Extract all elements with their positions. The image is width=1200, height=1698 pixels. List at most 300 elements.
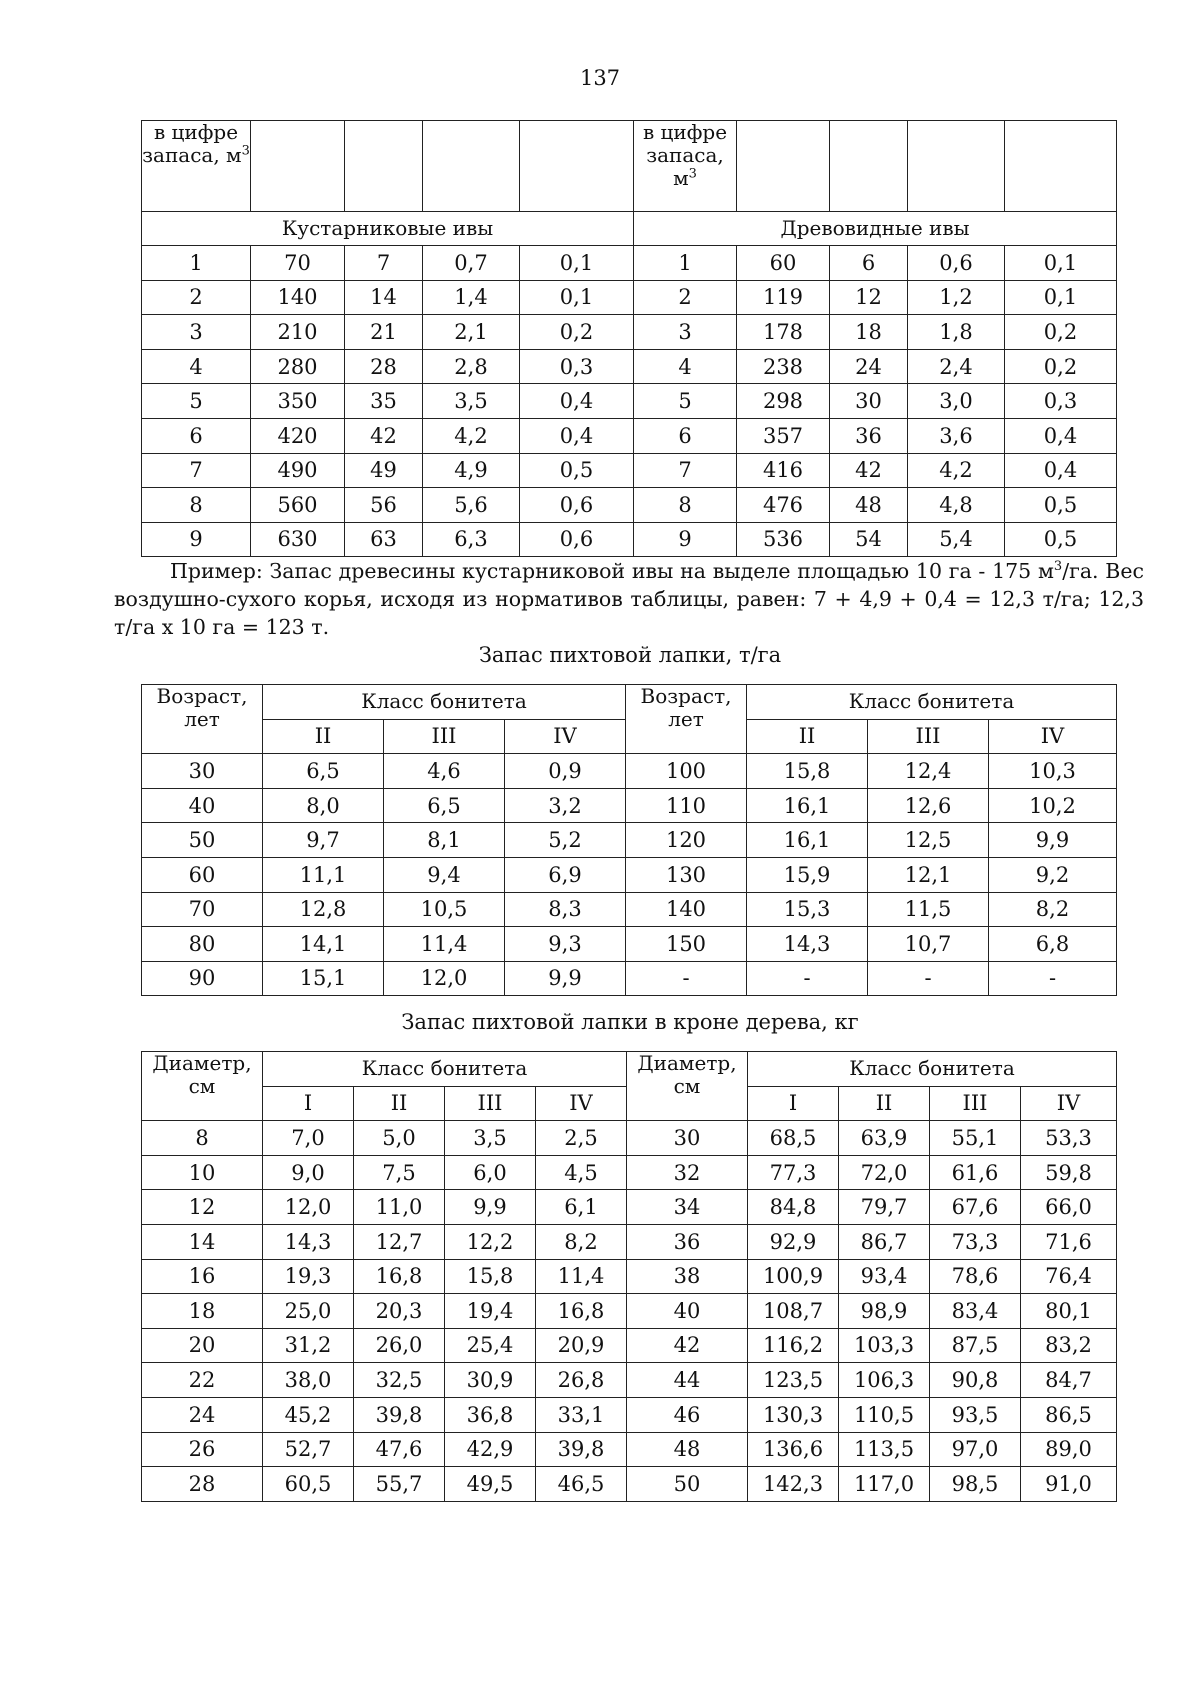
table-cell: 15,3 [747, 892, 868, 927]
table-row [142, 1155, 1117, 1190]
table-cell: 12,5 [868, 823, 989, 858]
table-cell: 2,1 [423, 315, 520, 350]
table-cell: 73,3 [930, 1224, 1021, 1259]
table-cell: 48 [830, 488, 908, 523]
table-cell: 9,3 [505, 927, 626, 962]
table-cell: 10,7 [868, 927, 989, 962]
table-cell: 87,5 [930, 1328, 1021, 1363]
table-cell: 142,3 [748, 1467, 839, 1502]
table-cell: 4,6 [384, 754, 505, 789]
table-cell: 8,3 [505, 892, 626, 927]
table-row [142, 315, 1117, 350]
table-cell: 12 [830, 280, 908, 315]
table-cell: 93,4 [839, 1259, 930, 1294]
table-cell: 50 [142, 823, 263, 858]
class-label: IV [1021, 1086, 1117, 1121]
table-row [142, 1467, 1117, 1502]
diameter-header-right: Диаметр, см [627, 1052, 748, 1121]
table-cell: 11,5 [868, 892, 989, 927]
table-cell: 39,8 [536, 1432, 627, 1467]
table-cell: 36 [627, 1224, 748, 1259]
willow-bark-table [141, 120, 1117, 557]
table-cell: 18 [830, 315, 908, 350]
table-cell: 150 [626, 927, 747, 962]
table-cell: 0,5 [1005, 522, 1117, 557]
table-cell: 46 [627, 1397, 748, 1432]
table-cell: 91,0 [1021, 1467, 1117, 1502]
table-cell: 32,5 [354, 1363, 445, 1398]
class-label: I [263, 1086, 354, 1121]
table-cell: 32 [627, 1155, 748, 1190]
table-cell: 12 [142, 1190, 263, 1225]
table-row [142, 384, 1117, 419]
table-cell: 16,1 [747, 823, 868, 858]
table-cell: 15,8 [747, 754, 868, 789]
table-cell: 42 [345, 418, 423, 453]
table-cell: 89,0 [1021, 1432, 1117, 1467]
table-cell: 4,9 [423, 453, 520, 488]
table-cell: 90 [142, 961, 263, 996]
table-cell: 9,0 [263, 1155, 354, 1190]
table-cell: 630 [251, 522, 345, 557]
class-label: II [747, 719, 868, 754]
table-cell: 60,5 [263, 1467, 354, 1502]
table-cell: 60 [142, 857, 263, 892]
table-cell: 34 [627, 1190, 748, 1225]
class-label: IV [536, 1086, 627, 1121]
table-cell: 9,9 [505, 961, 626, 996]
table-cell: 1,8 [908, 315, 1005, 350]
class-header-right: Класс бонитета [747, 685, 1117, 720]
table-cell: 66,0 [1021, 1190, 1117, 1225]
table-cell: 36 [830, 418, 908, 453]
table-cell: 16 [142, 1259, 263, 1294]
table-cell: 10,2 [989, 788, 1117, 823]
example-paragraph: Пример: Запас древесины кустарниковой ивы на выделе площадью 10 га - 175 $м^3/га$. Вес воздушно-сухого корья, исходя из нормативов таблицы, равен: 7 + 4,9 + 0,4 = 12,3 т/га; 12,3 т/га х 10 га = 123 т. [114, 559, 1144, 639]
table-cell: 560 [251, 488, 345, 523]
table-cell: 4,2 [423, 418, 520, 453]
table-cell: 0,1 [520, 246, 634, 281]
table-cell: - [868, 961, 989, 996]
table-cell: 6,8 [989, 927, 1117, 962]
table-cell: 8 [142, 488, 251, 523]
table-cell: 11,0 [354, 1190, 445, 1225]
table-cell: 60 [737, 246, 830, 281]
fir-stock-body [142, 685, 1117, 996]
table-row [142, 522, 1117, 557]
table-cell: 56 [345, 488, 423, 523]
table-cell: 1,2 [908, 280, 1005, 315]
table-cell: 0,6 [520, 522, 634, 557]
table-cell: 8 [142, 1121, 263, 1156]
table-cell: 12,0 [384, 961, 505, 996]
table-cell: 28 [142, 1467, 263, 1502]
table-cell: 8,0 [263, 788, 384, 823]
class-label: III [868, 719, 989, 754]
table-cell: 25,0 [263, 1294, 354, 1329]
table-row [142, 1259, 1117, 1294]
fir-crown-body [142, 1052, 1117, 1502]
table-row [142, 754, 1117, 789]
table-cell: 0,4 [520, 384, 634, 419]
diameter-header-left: Диаметр, см [142, 1052, 263, 1121]
table-cell: 12,6 [868, 788, 989, 823]
table-cell: 15,8 [445, 1259, 536, 1294]
table-cell: 98,5 [930, 1467, 1021, 1502]
table-cell: 20,3 [354, 1294, 445, 1329]
class-label: I [748, 1086, 839, 1121]
table-cell: 79,7 [839, 1190, 930, 1225]
table-cell: 38 [627, 1259, 748, 1294]
table-cell: 9,9 [989, 823, 1117, 858]
table-cell: 12,2 [445, 1224, 536, 1259]
table-cell: 130 [626, 857, 747, 892]
table-cell: 10 [142, 1155, 263, 1190]
table-cell: 48 [627, 1432, 748, 1467]
table-cell: 26,8 [536, 1363, 627, 1398]
table-cell: 11,4 [384, 927, 505, 962]
table-cell: 35 [345, 384, 423, 419]
table-cell: 83,4 [930, 1294, 1021, 1329]
table-cell: 30,9 [445, 1363, 536, 1398]
table-cell: 70 [142, 892, 263, 927]
table-cell: 9,4 [384, 857, 505, 892]
table-cell: 20 [142, 1328, 263, 1363]
table-cell: 2 [634, 280, 737, 315]
table-cell: 12,1 [868, 857, 989, 892]
table-cell: 93,5 [930, 1397, 1021, 1432]
table-cell: 210 [251, 315, 345, 350]
table-cell: 5,0 [354, 1121, 445, 1156]
table-cell: 12,4 [868, 754, 989, 789]
table-row [142, 892, 1117, 927]
table-cell: 0,9 [505, 754, 626, 789]
table-cell: 238 [737, 349, 830, 384]
table-cell: 0,7 [423, 246, 520, 281]
class-header-left: Класс бонитета [263, 1052, 627, 1087]
age-header-right: Возраст, лет [626, 685, 747, 754]
table-cell: 1 [142, 246, 251, 281]
table-cell: 103,3 [839, 1328, 930, 1363]
table-cell: 11,4 [536, 1259, 627, 1294]
table-cell: 44 [627, 1363, 748, 1398]
table-cell: 76,4 [1021, 1259, 1117, 1294]
table-cell: 11,1 [263, 857, 384, 892]
table-cell: 476 [737, 488, 830, 523]
table-cell: 0,2 [1005, 349, 1117, 384]
table-cell: 5,2 [505, 823, 626, 858]
table-row [142, 961, 1117, 996]
table-cell: 4,5 [536, 1155, 627, 1190]
class-label: II [263, 719, 384, 754]
table-cell: 10,5 [384, 892, 505, 927]
table-row [142, 1190, 1117, 1225]
table-cell: 46,5 [536, 1467, 627, 1502]
table-cell: 0,6 [908, 246, 1005, 281]
table-cell: 63,9 [839, 1121, 930, 1156]
age-header-left: Возраст, лет [142, 685, 263, 754]
table-cell: 119 [737, 280, 830, 315]
table-cell: 49,5 [445, 1467, 536, 1502]
table-cell: 86,7 [839, 1224, 930, 1259]
table-cell: 6,5 [384, 788, 505, 823]
table-row [142, 857, 1117, 892]
table-cell: 59,8 [1021, 1155, 1117, 1190]
table-cell: 140 [626, 892, 747, 927]
table-row [142, 418, 1117, 453]
table-cell: 84,7 [1021, 1363, 1117, 1398]
table-cell: 110,5 [839, 1397, 930, 1432]
table-cell: 7,0 [263, 1121, 354, 1156]
table-cell: 31,2 [263, 1328, 354, 1363]
table-cell: 40 [627, 1294, 748, 1329]
table-cell: 83,2 [1021, 1328, 1117, 1363]
table-cell: 3,2 [505, 788, 626, 823]
table-row [142, 1224, 1117, 1259]
table-cell: 15,1 [263, 961, 384, 996]
table-cell: 0,6 [520, 488, 634, 523]
table-cell: 0,1 [1005, 246, 1117, 281]
table-cell: 6 [142, 418, 251, 453]
table-cell: 3 [142, 315, 251, 350]
table-cell: 47,6 [354, 1432, 445, 1467]
table-cell: 3,5 [445, 1121, 536, 1156]
class-header-right: Класс бонитета [748, 1052, 1117, 1087]
table-cell: 0,4 [1005, 453, 1117, 488]
table-cell: 2,5 [536, 1121, 627, 1156]
class-header-left: Класс бонитета [263, 685, 626, 720]
table-cell: 140 [251, 280, 345, 315]
table-cell: 0,2 [1005, 315, 1117, 350]
table-cell: 30 [142, 754, 263, 789]
table-cell: 7 [634, 453, 737, 488]
table-cell: 280 [251, 349, 345, 384]
table-cell: 490 [251, 453, 345, 488]
table-cell: 9,2 [989, 857, 1117, 892]
table-cell: 416 [737, 453, 830, 488]
table-cell: 77,3 [748, 1155, 839, 1190]
class-label: III [384, 719, 505, 754]
table-cell: 100 [626, 754, 747, 789]
table-row [142, 823, 1117, 858]
table-cell: 350 [251, 384, 345, 419]
table-cell: 5 [142, 384, 251, 419]
table-row [142, 246, 1117, 281]
group-shrub-willows: Кустарниковые ивы [142, 212, 634, 246]
table-cell: 5 [634, 384, 737, 419]
table-cell: 70 [251, 246, 345, 281]
table-cell: 0,3 [520, 349, 634, 384]
table-cell: 10,3 [989, 754, 1117, 789]
table-cell: 40 [142, 788, 263, 823]
class-label: II [839, 1086, 930, 1121]
table-cell: 3,5 [423, 384, 520, 419]
table-row [142, 280, 1117, 315]
table-cell: 80 [142, 927, 263, 962]
table-cell: 4 [634, 349, 737, 384]
table-cell: 108,7 [748, 1294, 839, 1329]
table-cell: 106,3 [839, 1363, 930, 1398]
class-label: IV [505, 719, 626, 754]
table-cell: 0,1 [520, 280, 634, 315]
table-cell: 67,6 [930, 1190, 1021, 1225]
table-cell: 9 [634, 522, 737, 557]
table-cell: 0,3 [1005, 384, 1117, 419]
table-cell: 22 [142, 1363, 263, 1398]
table-cell: 9,7 [263, 823, 384, 858]
table-cell: 8 [634, 488, 737, 523]
table-cell: 120 [626, 823, 747, 858]
table-cell: 4,8 [908, 488, 1005, 523]
willow-table-body [142, 121, 1117, 557]
table-cell: 12,0 [263, 1190, 354, 1225]
table-cell: 5,6 [423, 488, 520, 523]
table-cell: 19,4 [445, 1294, 536, 1329]
table-cell: 92,9 [748, 1224, 839, 1259]
table-cell: - [989, 961, 1117, 996]
table-cell: 24 [142, 1397, 263, 1432]
table-cell: 97,0 [930, 1432, 1021, 1467]
table-cell: 116,2 [748, 1328, 839, 1363]
table-cell: 49 [345, 453, 423, 488]
table-cell: 2,4 [908, 349, 1005, 384]
table-row [142, 788, 1117, 823]
table-cell: 0,4 [520, 418, 634, 453]
table-cell: 1,4 [423, 280, 520, 315]
table-cell: 6,5 [263, 754, 384, 789]
table-row [142, 488, 1117, 523]
table-row [142, 349, 1117, 384]
table-cell: 6 [830, 246, 908, 281]
table-cell: 61,6 [930, 1155, 1021, 1190]
table-cell: 8,2 [536, 1224, 627, 1259]
table-cell: 3 [634, 315, 737, 350]
table-row [142, 1363, 1117, 1398]
table-cell: 42 [830, 453, 908, 488]
table-cell: 178 [737, 315, 830, 350]
table-cell: 15,9 [747, 857, 868, 892]
class-label: III [930, 1086, 1021, 1121]
table-cell: 55,1 [930, 1121, 1021, 1156]
table-cell: - [747, 961, 868, 996]
table-cell: 0,2 [520, 315, 634, 350]
table-cell: 7 [345, 246, 423, 281]
table-cell: 3,6 [908, 418, 1005, 453]
fir-branch-stock-table [141, 684, 1117, 996]
table-cell: 7,5 [354, 1155, 445, 1190]
table-cell: 14 [345, 280, 423, 315]
table-cell: 9,9 [445, 1190, 536, 1225]
table-row [142, 1397, 1117, 1432]
table-cell: 7 [142, 453, 251, 488]
table-cell: 6,3 [423, 522, 520, 557]
table-cell: 98,9 [839, 1294, 930, 1329]
table-cell: 68,5 [748, 1121, 839, 1156]
table-cell: 42 [627, 1328, 748, 1363]
table-cell: 6,1 [536, 1190, 627, 1225]
table-cell: 28 [345, 349, 423, 384]
table-row [142, 1121, 1117, 1156]
table-cell: 72,0 [839, 1155, 930, 1190]
table-cell: 4,2 [908, 453, 1005, 488]
table-cell: 38,0 [263, 1363, 354, 1398]
table-cell: 50 [627, 1467, 748, 1502]
stock-header-left: в цифре запаса, $м^3$ [142, 121, 251, 212]
table-cell: 55,7 [354, 1467, 445, 1502]
table-cell: 24 [830, 349, 908, 384]
page-number: 137 [579, 66, 621, 90]
table-cell: 9 [142, 522, 251, 557]
table-cell: 80,1 [1021, 1294, 1117, 1329]
class-label: IV [989, 719, 1117, 754]
table-cell: 113,5 [839, 1432, 930, 1467]
table-cell: 12,8 [263, 892, 384, 927]
table-cell: 6,0 [445, 1155, 536, 1190]
table-cell: 30 [627, 1121, 748, 1156]
table-cell: 63 [345, 522, 423, 557]
table-cell: 20,9 [536, 1328, 627, 1363]
table-cell: 3,0 [908, 384, 1005, 419]
table-cell: 14,3 [747, 927, 868, 962]
table-cell: 420 [251, 418, 345, 453]
table-row [142, 1432, 1117, 1467]
table-cell: 90,8 [930, 1363, 1021, 1398]
table-cell: 26,0 [354, 1328, 445, 1363]
table-cell: 26 [142, 1432, 263, 1467]
class-label: II [354, 1086, 445, 1121]
table-cell: 71,6 [1021, 1224, 1117, 1259]
table-cell: 0,5 [1005, 488, 1117, 523]
table-cell: 84,8 [748, 1190, 839, 1225]
table-cell: 298 [737, 384, 830, 419]
table-cell: 14 [142, 1224, 263, 1259]
table-cell: 53,3 [1021, 1121, 1117, 1156]
table-cell: 30 [830, 384, 908, 419]
table-row [142, 453, 1117, 488]
fir-branch-crown-table [141, 1051, 1117, 1502]
table-cell: 33,1 [536, 1397, 627, 1432]
table-cell: 130,3 [748, 1397, 839, 1432]
table-cell: 14,3 [263, 1224, 354, 1259]
table-cell: 18 [142, 1294, 263, 1329]
table-cell: 5,4 [908, 522, 1005, 557]
table-cell: 136,6 [748, 1432, 839, 1467]
table-cell: 42,9 [445, 1432, 536, 1467]
table-cell: 117,0 [839, 1467, 930, 1502]
table2-title: Запас пихтовой лапки, т/га [478, 643, 782, 667]
group-tree-willows: Древовидные ивы [634, 212, 1117, 246]
table-cell: 2 [142, 280, 251, 315]
table-cell: 0,5 [520, 453, 634, 488]
table-cell: 12,7 [354, 1224, 445, 1259]
table-cell: 100,9 [748, 1259, 839, 1294]
table-cell: 536 [737, 522, 830, 557]
table-cell: 123,5 [748, 1363, 839, 1398]
table-cell: 54 [830, 522, 908, 557]
table-cell: 21 [345, 315, 423, 350]
table-row [142, 1328, 1117, 1363]
class-label: III [445, 1086, 536, 1121]
table-cell: 110 [626, 788, 747, 823]
table-cell: 4 [142, 349, 251, 384]
table-cell: 39,8 [354, 1397, 445, 1432]
table3-title: Запас пихтовой лапки в кроне дерева, кг [401, 1010, 859, 1034]
table-cell: 0,1 [1005, 280, 1117, 315]
table-cell: 357 [737, 418, 830, 453]
table-cell: 8,2 [989, 892, 1117, 927]
table-cell: 45,2 [263, 1397, 354, 1432]
table-cell: 6 [634, 418, 737, 453]
